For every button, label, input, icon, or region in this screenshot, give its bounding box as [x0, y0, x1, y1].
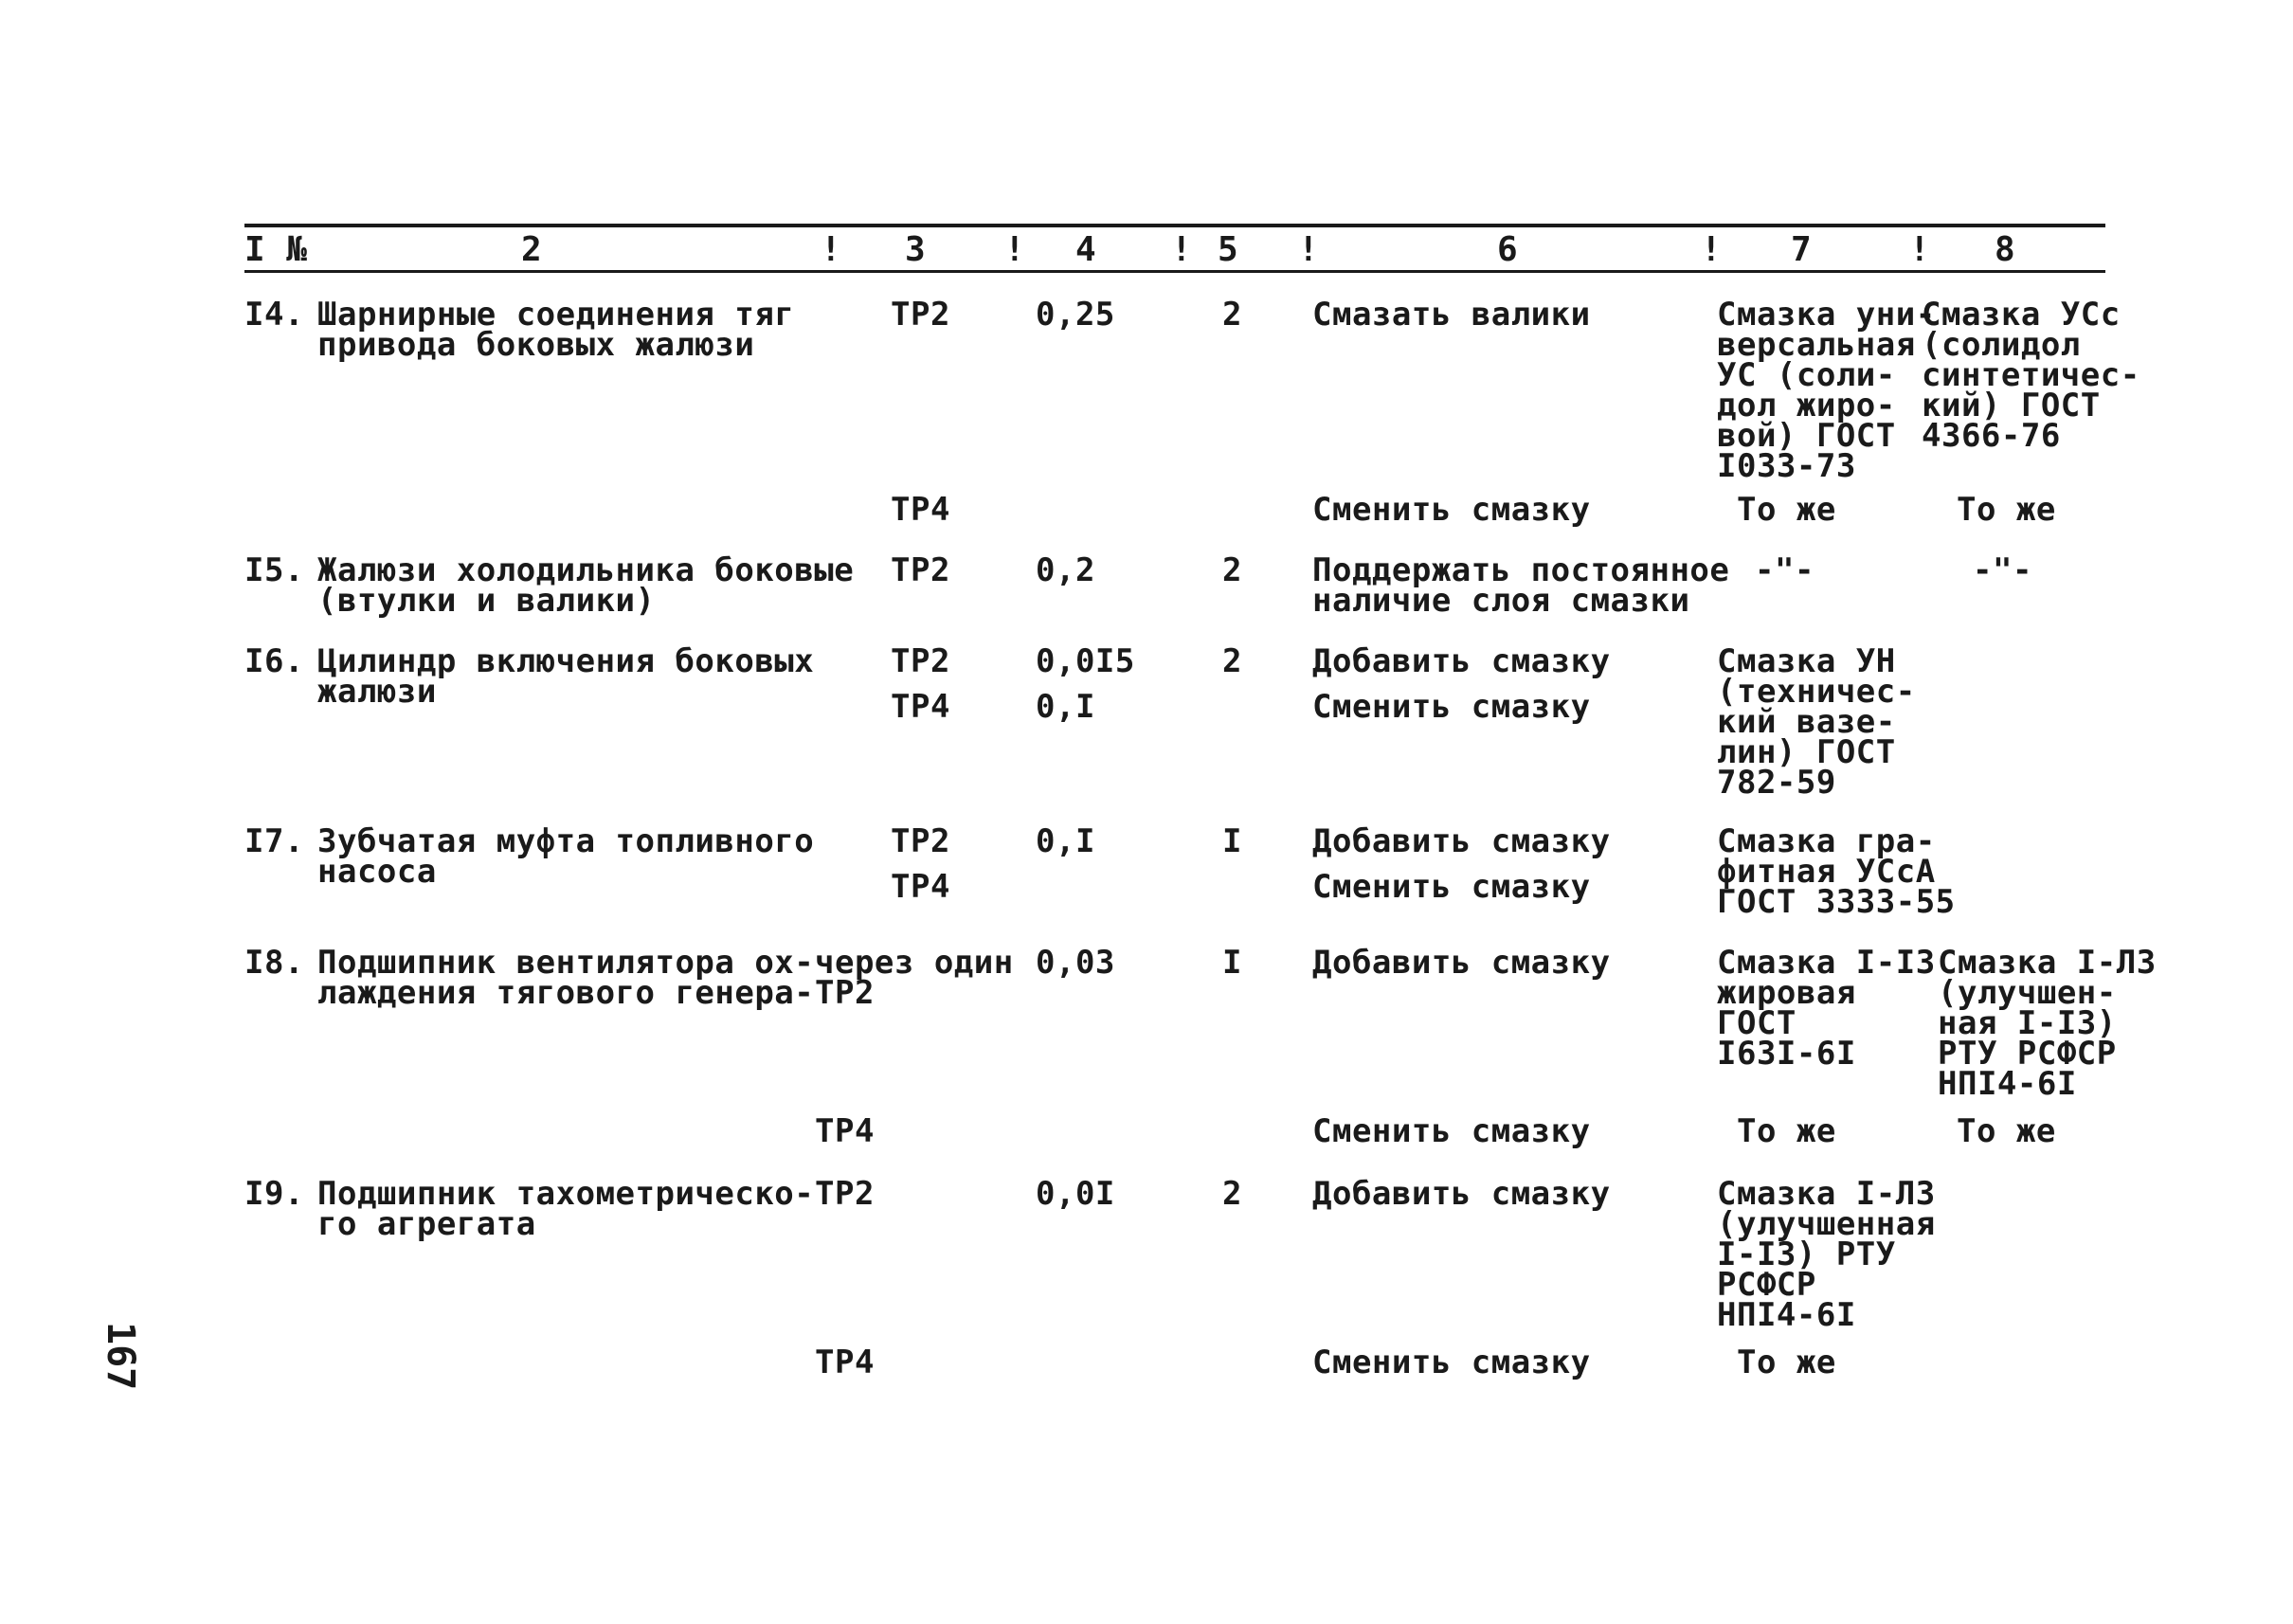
action: Смазать валики: [1312, 296, 1591, 334]
period: ТР2: [891, 551, 950, 589]
header-col-3: 3: [905, 230, 927, 269]
action: Добавить смазку: [1312, 944, 1611, 982]
lubricant: То же: [1737, 491, 1836, 529]
lubricant: То же: [1737, 1344, 1836, 1381]
action: Поддержать постоянное наличие слоя смазки: [1312, 551, 1730, 620]
item-name: Подшипник вентилятора ох- лаждения тягового генера-: [317, 944, 815, 1012]
action: Сменить смазку: [1312, 868, 1591, 906]
period: ТР4: [815, 1112, 875, 1150]
period: ТР2: [891, 822, 950, 860]
row-number: I5.: [244, 551, 304, 589]
lubricant: То же: [1737, 1112, 1836, 1150]
lubricant: Смазка I-I3 жировая ГОСТ I63I-6I: [1717, 944, 1936, 1073]
lubricant: -"-: [1755, 551, 1815, 589]
item-name: Жалюзи холодильника боковые (втулки и валики): [317, 551, 855, 620]
col5-value: 2: [1222, 1175, 1242, 1213]
item-name: Зубчатая муфта топливного насоса: [317, 822, 815, 891]
header-col-4: 4: [1075, 230, 1097, 269]
item-name: Подшипник тахометрическо- го агрегата: [317, 1175, 815, 1243]
action: Сменить смазку: [1312, 491, 1591, 529]
period: через один ТР2: [815, 944, 1014, 1012]
action: Добавить смазку: [1312, 642, 1611, 680]
period: ТР2: [891, 296, 950, 334]
col5-value: 2: [1222, 642, 1242, 680]
quantity: 0,0I5: [1036, 642, 1135, 680]
header-col-7: 7: [1791, 230, 1813, 269]
quantity: 0,I: [1036, 688, 1095, 726]
quantity: 0,03: [1036, 944, 1115, 982]
header-sep-1: !: [821, 230, 842, 269]
col5-value: I: [1222, 944, 1242, 982]
row-number: I4.: [244, 296, 304, 334]
header-col-6: 6: [1497, 230, 1519, 269]
row-number: I8.: [244, 944, 304, 982]
header-bottom-rule: [244, 270, 2105, 273]
action: Сменить смазку: [1312, 1344, 1591, 1381]
lubricant: Смазка уни- версальная УС (соли- дол жиро- вой) ГОСТ I033-73: [1717, 296, 1936, 485]
period: ТР4: [891, 868, 950, 906]
header-col-5: 5: [1218, 230, 1239, 269]
quantity: 0,2: [1036, 551, 1095, 589]
period: ТР2: [815, 1175, 875, 1213]
alternative-lubricant: Смазка УСс (солидол синтетичес- кий) ГОСТ 4366-76: [1922, 296, 2140, 455]
quantity: 0,25: [1036, 296, 1115, 334]
period: ТР4: [891, 491, 950, 529]
col5-value: 2: [1222, 551, 1242, 589]
row-number: I9.: [244, 1175, 304, 1213]
header-sep-3: !: [1171, 230, 1193, 269]
quantity: 0,0I: [1036, 1175, 1115, 1213]
header-col-2: 2: [521, 230, 543, 269]
header-top-rule: [244, 224, 2105, 227]
alternative-lubricant: Смазка I-ЛЗ (улучшен- ная I-I3) РТУ РСФСР НПI4-6I: [1938, 944, 2157, 1103]
action: Добавить смазку: [1312, 1175, 1611, 1213]
page-number: 167: [99, 1322, 142, 1391]
lubricant: Смазка гра- фитная УСсА ГОСТ 3333-55: [1717, 822, 1956, 921]
period: ТР4: [891, 688, 950, 726]
quantity: 0,I: [1036, 822, 1095, 860]
header-sep-4: !: [1298, 230, 1320, 269]
header-col-8: 8: [1995, 230, 2016, 269]
action: Сменить смазку: [1312, 688, 1591, 726]
col5-value: 2: [1222, 296, 1242, 334]
header-col-1: I №: [244, 230, 308, 269]
period: ТР4: [815, 1344, 875, 1381]
alternative-lubricant: То же: [1957, 491, 2056, 529]
row-number: I7.: [244, 822, 304, 860]
action: Добавить смазку: [1312, 822, 1611, 860]
header-sep-5: !: [1701, 230, 1723, 269]
item-name: Шарнирные соединения тяг привода боковых жалюзи: [317, 296, 795, 364]
lubricant: Смазка I-ЛЗ (улучшенная I-I3) РТУ РСФСР НПI4-6I: [1717, 1175, 1936, 1334]
action: Сменить смазку: [1312, 1112, 1591, 1150]
col5-value: I: [1222, 822, 1242, 860]
header-sep-2: !: [1004, 230, 1026, 269]
alternative-lubricant: То же: [1957, 1112, 2056, 1150]
period: ТР2: [891, 642, 950, 680]
item-name: Цилиндр включения боковых жалюзи: [317, 642, 815, 711]
lubricant: Смазка УН (техничес- кий вазе- лин) ГОСТ 782-59: [1717, 642, 1916, 802]
alternative-lubricant: -"-: [1973, 551, 2032, 589]
header-sep-6: !: [1909, 230, 1931, 269]
row-number: I6.: [244, 642, 304, 680]
